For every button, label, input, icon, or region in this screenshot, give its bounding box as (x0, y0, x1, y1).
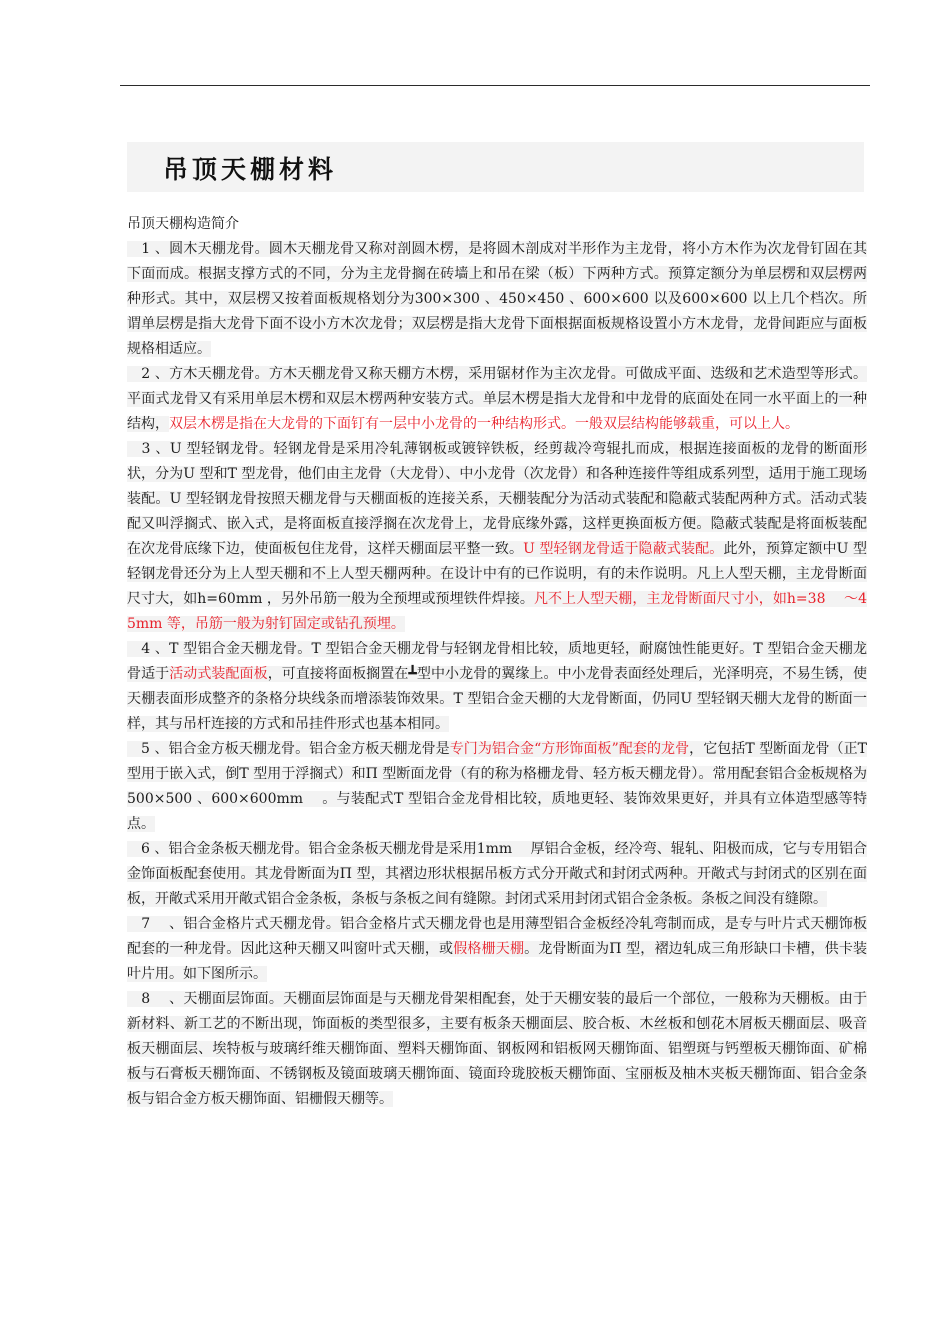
page-title: 吊顶天棚材料 (163, 155, 338, 184)
paragraph-5 (127, 737, 867, 837)
paragraph-7-highlight: 假格栅天棚 (453, 941, 525, 957)
paragraph-4-text-b: ，可直接将面板搁置在┻型中小龙骨的翼缘上。中小龙骨表面经处理后，光泽明亮，不易生锈，使天棚表面形成整齐的条格分块线条而增添装饰效果。T 型铝合金天棚的大龙骨断面，仍同U 型轻钢天棚大龙骨的断面一样，其与吊杆连接的方式和吊挂件形式也基本相同。 (127, 666, 868, 732)
document-body (127, 212, 867, 1112)
paragraph-3 (127, 437, 867, 637)
paragraph-5-highlight: 专门为铝合金“方形饰面板”配套的龙骨 (449, 741, 690, 757)
paragraph-7-text-b: 。龙骨断面为Π 型，褶边轧成三角形缺口卡槽，供卡装叶片用。如下图所示。 (127, 941, 868, 982)
paragraph-1-text: 1 、圆木天棚龙骨。圆木天棚龙骨又称对剖圆木楞，是将圆木剖成对半形作为主龙骨，将小方木作为次龙骨钉固在其下面而成。根据支撑方式的不同，分为主龙骨搁在砖墙上和吊在梁（板）下两种方式。预算定额分为单层楞和双层楞两种形式。其中，双层楞又按着面板规格划分为300×300 、450×450 、600×600 以及600×600 以上几个档次。所谓单层楞是指大龙骨下面不设小方木次龙骨；双层楞是指大龙骨下面根据面板规格设置小方木龙骨，龙骨间距应与面板规格相适应。 (127, 241, 867, 357)
paragraph-3-highlight-1: U 型轻钢龙骨适于隐蔽式装配。 (523, 541, 724, 557)
paragraph-4 (127, 637, 867, 737)
paragraph-2-highlight: 双层木楞是指在大龙骨的下面钉有一层中小龙骨的一种结构形式。一般双层结构能够载重，可以上人。 (169, 416, 799, 432)
paragraph-4-text-a: 4 、T 型铝合金天棚龙骨。T 型铝合金天棚龙骨与轻钢龙骨相比较，质地更轻，耐腐蚀性能更好。T 型铝合金天棚龙骨适于 (127, 641, 867, 682)
paragraph-5-text-a: 5 、铝合金方板天棚龙骨。铝合金方板天棚龙骨是 (127, 741, 450, 757)
paragraph-2-text: 2 、方木天棚龙骨。方木天棚龙骨又称天棚方木楞，采用锯材作为主次龙骨。可做成平面、迭级和艺术造型等形式。平面式龙骨又有采用单层木楞和双层木楞两种安装方式。单层木楞是指大龙骨和中龙骨的底面处在同一水平面上的一种结构， (127, 366, 867, 432)
paragraph-3-highlight-2: 凡不上人型天棚，主龙骨断面尺寸小，如h=38 ～45mm 等，吊筋一般为射钉固定或钻孔预埋。 (127, 591, 868, 632)
paragraph-2 (127, 362, 867, 437)
paragraph-8 (127, 987, 867, 1112)
paragraph-3-text-b: 此外，预算定额中U 型轻钢龙骨还分为上人型天棚和不上人型天棚两种。在设计中有的已作说明，有的未作说明。凡上人型天棚，主龙骨断面尺寸大，如h=60mm ，另外吊筋一般为全预埋或预埋铁件焊接。 (127, 541, 868, 607)
paragraph-7 (127, 912, 867, 987)
paragraph-7-text-a: 7 、铝合金格片式天棚龙骨。铝合金格片式天棚龙骨也是用薄型铝合金板经冷轧弯制而成，是专与叶片式天棚饰板配套的一种龙骨。因此这种天棚又叫窗叶式天棚，或 (127, 916, 867, 957)
paragraph-4-highlight: 活动式装配面板 (169, 666, 268, 682)
paragraph-8-text: 8 、天棚面层饰面。天棚面层饰面是与天棚龙骨架相配套，处于天棚安装的最后一个部位，一般称为天棚板。由于新材料、新工艺的不断出现，饰面板的类型很多，主要有板条天棚面层、胶合板、木丝板和刨花木屑板天棚面层、吸音板天棚面层、埃特板与玻璃纤维天棚饰面、塑料天棚饰面、钢板网和铝板网天棚饰面、铝塑斑与钙塑板天棚饰面、矿棉板与石膏板天棚饰面、不锈钢板及镜面玻璃天棚饰面、镜面玲珑胶板天棚饰面、宝丽板及柚木夹板天棚饰面、铝合金条板与铝合金方板天棚饰面、铝栅假天棚等。 (127, 991, 867, 1107)
title-box (127, 142, 864, 192)
paragraph-1 (127, 237, 867, 362)
header-rule (120, 85, 870, 86)
paragraph-5-text-b: ，它包括T 型断面龙骨（正T 型用于嵌入式，倒T 型用于浮搁式）和Π 型断面龙骨（有的称为格栅龙骨、轻方板天棚龙骨）。常用配套铝合金板规格为500×500 、600×600mm 。与装配式T 型铝合金龙骨相比较，质地更轻、装饰效果更好，并具有立体造型感等特点。 (127, 741, 867, 832)
paragraph-3-text-a: 3 、U 型轻钢龙骨。轻钢龙骨是采用冷轧薄钢板或镀锌铁板，经剪裁冷弯辊扎而成，根据连接面板的龙骨的断面形状，分为U 型和T 型龙骨，他们由主龙骨（大龙骨）、中小龙骨（次龙骨）和各种连接件等组成系列型，适用于施工现场装配。U 型轻钢龙骨按照天棚龙骨与天棚面板的连接关系，天棚装配分为活动式装配和隐蔽式装配两种方式。活动式装配又叫浮搁式、嵌入式，是将面板直接浮搁在次龙骨上，龙骨底缘外露，这样更换面板方便。隐蔽式装配是将面板装配在次龙骨底缘下边，使面板包住龙骨，这样天棚面层平整一致。 (127, 441, 867, 557)
intro-heading: 吊顶天棚构造简介 (127, 216, 239, 232)
paragraph-6 (127, 837, 867, 912)
paragraph-6-text: 6 、铝合金条板天棚龙骨。铝合金条板天棚龙骨是采用1mm 厚铝合金板，经冷弯、辊轧、阳极而成，它与专用铝合金饰面板配套使用。其龙骨断面为Π 型，其褶边形状根据吊板方式分开敞式和封闭式两种。开敞式与封闭式的区别在面板，开敞式采用开敞式铝合金条板，条板与条板之间有缝隙。封闭式采用封闭式铝合金条板。条板之间没有缝隙。 (127, 841, 867, 907)
